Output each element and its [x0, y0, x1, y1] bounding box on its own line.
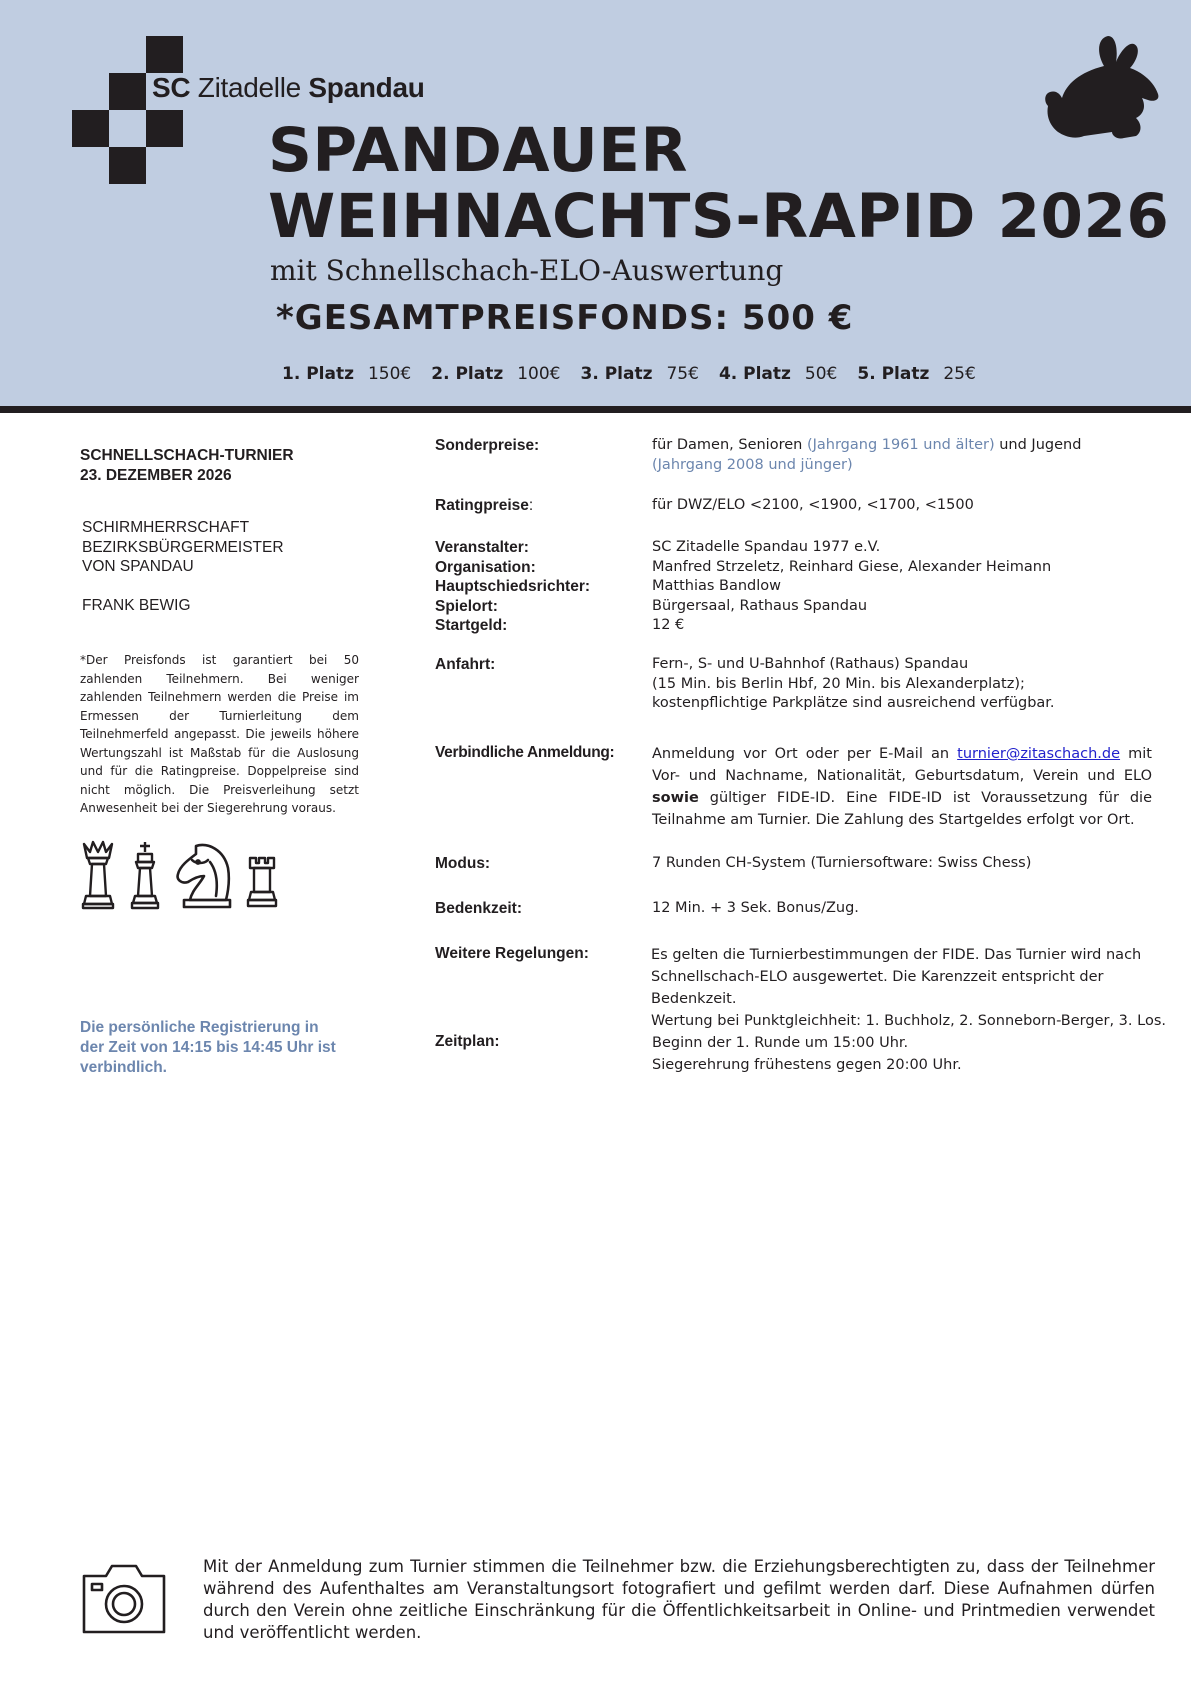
place-2-label: 2. Platz	[431, 364, 504, 384]
zeitplan-line-2: Siegerehrung frühestens gegen 20:00 Uhr.	[652, 1057, 962, 1073]
subtitle: mit Schnellschach-ELO-Auswertung	[270, 254, 784, 287]
label-bedenkzeit: Bedenkzeit:	[435, 900, 522, 917]
value-ratingpreise: für DWZ/ELO <2100, <1900, <1700, <1500	[652, 497, 974, 513]
regelungen-line-1: Es gelten die Turnierbestimmungen der FIDE. Das Turnier wird nach	[651, 947, 1142, 963]
value-anfahrt	[652, 655, 1055, 714]
label-anfahrt: Anfahrt:	[435, 656, 496, 673]
row-anfahrt	[435, 655, 1055, 714]
value-sonderpreise	[652, 436, 1152, 475]
row-zeitplan	[435, 1032, 962, 1076]
row-sonderpreise	[435, 436, 1152, 475]
sonderpreise-seniors-year: (Jahrgang 1961 und älter)	[806, 437, 995, 453]
anmeldung-text-3: gültiger FIDE-ID. Eine FIDE-ID ist Voraussetzung für die Teilnahme am Turnier. Die Zahlung des Startgeldes erfolgt vor Ort.	[652, 790, 1152, 828]
prize-footnote: *Der Preisfonds ist garantiert bei 50 zahlenden Teilnehmern. Bei weniger zahlenden Teilnehmern werden die Preise im Ermessen der Turnierleitung dem Teilnehmerfeld angepasst. Die jeweils höhere Wertungszahl ist Maßstab für die Auslosung und für die Ratingpreise. Doppelpreise sind nicht möglich. Die Preisverleihung setzt Anwesenheit bei der Siegerehrung voraus.	[80, 653, 359, 815]
anfahrt-line-1: Fern-, S- und U-Bahnhof (Rathaus) Spandau	[652, 656, 969, 672]
patronage	[82, 518, 360, 577]
knight-icon	[174, 840, 232, 910]
registration-email-link[interactable]: turnier@zitaschach.de	[957, 746, 1121, 762]
regelungen-line-2: Schnellschach-ELO ausgewertet. Die Karenzzeit entspricht der Bedenkzeit.	[651, 969, 1104, 1007]
rook-icon	[246, 854, 278, 910]
club-name-zitadelle: Zitadelle	[197, 72, 301, 103]
value-bedenkzeit: 12 Min. + 3 Sek. Bonus/Zug.	[652, 900, 859, 916]
value-hauptschiedsrichter: Matthias Bandlow	[652, 578, 782, 594]
camera-icon	[80, 1562, 168, 1636]
sonderpreise-text-1: für Damen, Senioren	[652, 437, 807, 453]
patron-name: FRANK BEWIG	[82, 596, 191, 614]
patron-line-2: BEZIRKSBÜRGERMEISTER	[82, 538, 284, 556]
place-4-amount: 50€	[804, 364, 838, 384]
place-5-label: 5. Platz	[857, 364, 930, 384]
prize-places	[282, 364, 996, 384]
row-ratingpreise	[435, 496, 974, 516]
label-spielort: Spielort:	[435, 597, 498, 615]
value-regelungen	[651, 944, 1191, 1032]
label-sonderpreise: Sonderpreise:	[435, 437, 540, 454]
label-ratingpreise	[435, 496, 652, 516]
patron-line-1: SCHIRMHERRSCHAFT	[82, 519, 250, 536]
place-5-amount: 25€	[943, 364, 976, 384]
patron-line-3: VON SPANDAU	[82, 558, 194, 575]
value-anmeldung	[652, 743, 1152, 831]
title-line-1: SPANDAUER	[268, 115, 688, 186]
club-name-spandau: Spandau	[308, 72, 425, 103]
place-1-amount: 150€	[367, 364, 412, 384]
place-2-amount: 100€	[517, 364, 561, 384]
photo-consent-text: Mit der Anmeldung zum Turnier stimmen die Teilnehmer bzw. die Erziehungsberechtigten zu, dass der Teilnehmer während des Aufenthaltes am Veranstaltungsort fotografiert und gefilmt werden darf. Diese Aufnahmen dürfen durch den Verein ohne zeitliche Einschränkung für die Öffentlichkeitsarbeit in Online- und Printmedien verwendet und veröffentlicht werden.	[203, 1557, 1155, 1642]
zeitplan-line-1: Beginn der 1. Runde um 15:00 Uhr.	[652, 1035, 909, 1051]
place-3-amount: 75€	[666, 364, 699, 384]
sonderpreise-text-2: und Jugend	[994, 437, 1082, 453]
value-modus: 7 Runden CH-System (Turniersoftware: Swiss Chess)	[652, 855, 1032, 871]
left-column	[80, 446, 360, 615]
label-zeitplan: Zeitplan:	[435, 1033, 500, 1050]
label-organisation: Organisation:	[435, 558, 536, 576]
label-anmeldung: Verbindliche Anmeldung:	[435, 744, 615, 761]
place-1-label: 1. Platz	[282, 364, 354, 384]
row-anmeldung	[435, 743, 1152, 831]
anmeldung-bold: sowie	[652, 790, 699, 806]
tournament-date: 23. DEZEMBER 2026	[80, 467, 232, 484]
row-bedenkzeit	[435, 899, 859, 919]
label-regelungen: Weitere Regelungen:	[435, 945, 589, 962]
value-startgeld: 12 €	[652, 617, 685, 633]
label-hauptschiedsrichter: Hauptschiedsrichter:	[435, 578, 591, 595]
anmeldung-text-1: Anmeldung vor Ort oder per E-Mail an	[652, 746, 958, 762]
anmeldung-text-2: mit Vor- und Nachname, Nationalität, Geburtsdatum, Verein und ELO	[652, 746, 1152, 784]
title-line-2: WEIHNACHTS-RAPID 2026	[268, 181, 1170, 252]
club-name-sc: SC	[152, 72, 191, 103]
header-divider	[0, 406, 1191, 413]
registration-note: Die persönliche Registrierung in der Zeit von 14:15 bis 14:45 Uhr ist verbindlich.	[80, 1019, 336, 1076]
ratingpreise-label-colon: :	[528, 497, 534, 514]
prize-fund: *GESAMTPREISFONDS: 500 €	[276, 298, 854, 338]
place-4-label: 4. Platz	[718, 364, 791, 384]
tournament-type: SCHNELLSCHACH-TURNIER	[80, 447, 294, 464]
row-modus	[435, 854, 1031, 874]
king-icon	[130, 840, 160, 910]
sonderpreise-youth-year: (Jahrgang 2008 und jünger)	[652, 456, 853, 473]
queen-icon	[80, 838, 116, 910]
organiser-labels	[435, 538, 590, 636]
value-veranstalter: SC Zitadelle Spandau 1977 e.V.	[652, 539, 881, 555]
page-title	[268, 115, 1170, 252]
regelungen-line-3: Wertung bei Punktgleichheit: 1. Buchholz, 2. Sonneborn-Berger, 3. Los.	[651, 1013, 1166, 1029]
organiser-values	[652, 538, 1051, 636]
anfahrt-line-3: kostenpflichtige Parkplätze sind ausreichend verfügbar.	[652, 695, 1055, 711]
place-3-label: 3. Platz	[580, 364, 653, 384]
checkerboard-logo	[72, 36, 183, 184]
club-name	[152, 72, 425, 104]
row-regelungen	[435, 944, 1191, 1032]
chess-pieces	[80, 838, 278, 910]
value-zeitplan	[652, 1032, 962, 1076]
label-veranstalter: Veranstalter:	[435, 539, 529, 556]
ratingpreise-label-text: Ratingpreise	[435, 497, 529, 514]
anfahrt-line-2: (15 Min. bis Berlin Hbf, 20 Min. bis Alexanderplatz);	[652, 675, 1025, 692]
label-startgeld: Startgeld:	[435, 617, 508, 634]
value-spielort: Bürgersaal, Rathaus Spandau	[652, 597, 868, 614]
label-modus: Modus:	[435, 855, 491, 872]
value-organisation: Manfred Strzeletz, Reinhard Giese, Alexander Heimann	[652, 558, 1052, 575]
